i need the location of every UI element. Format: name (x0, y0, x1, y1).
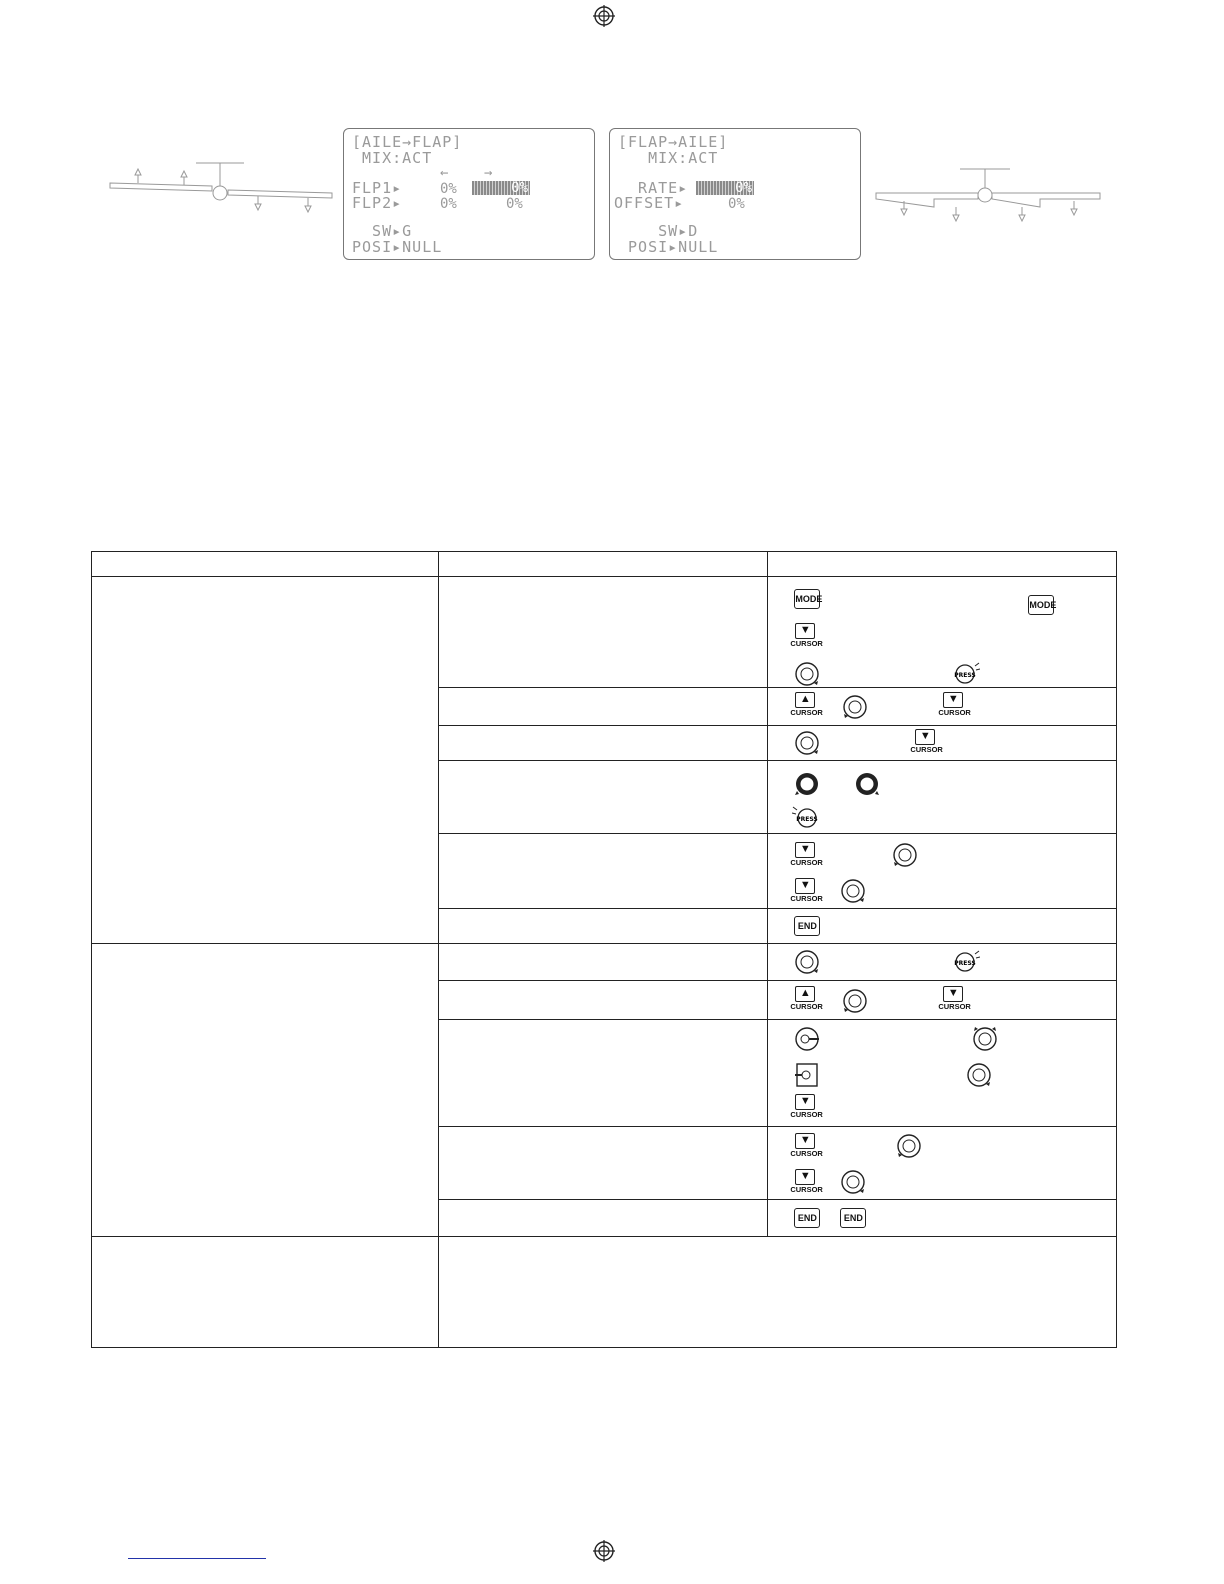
lcd-offset-value: 0% (728, 196, 745, 212)
programming-steps-table (91, 551, 1117, 1348)
end-button[interactable]: END (794, 1208, 820, 1228)
rotary-dial-icon[interactable] (896, 1133, 922, 1159)
step-cell (438, 761, 768, 834)
step-cell (438, 909, 768, 944)
lcd-title: [AILE→FLAP] (352, 133, 463, 151)
goal-cell-aile-flap (92, 577, 439, 944)
svg-text:PRESS: PRESS (796, 816, 819, 823)
cursor-down-button[interactable] (790, 842, 823, 872)
cursor-down-icon: ▼ (795, 842, 815, 858)
rotary-dial-icon[interactable] (794, 949, 820, 975)
step-cell (438, 1020, 768, 1127)
lcd-flp1-left-value: 0% (440, 181, 457, 197)
step-cell (438, 1127, 768, 1200)
cursor-down-icon: ▼ (915, 729, 935, 745)
cursor-label: CURSOR (790, 858, 823, 867)
press-button-icon[interactable] (792, 805, 822, 831)
cursor-up-icon: ▲ (795, 692, 815, 708)
cursor-down-button[interactable] (790, 623, 823, 653)
cursor-label: CURSOR (790, 894, 823, 903)
lcd-flp2-right-value: 0% (506, 196, 523, 212)
button-cell (768, 1020, 1117, 1127)
lcd-arrow-right: → (484, 165, 493, 181)
note-cell (438, 1237, 1116, 1348)
flap-aile-lcd-screen (609, 128, 861, 260)
step-cell (438, 1200, 768, 1237)
end-button[interactable]: END (794, 916, 820, 936)
button-cell (768, 944, 1117, 981)
cursor-down-button[interactable] (790, 1133, 823, 1163)
lcd-title: [FLAP→AILE] (618, 133, 729, 151)
aileron-flap-wing-diagram (108, 155, 336, 215)
button-cell (768, 688, 1117, 726)
registration-mark-icon (593, 5, 615, 27)
cursor-label: CURSOR (790, 639, 823, 648)
lcd-flp1-right-value[interactable]: 0% (472, 181, 530, 195)
lcd-flp2-left-value: 0% (440, 196, 457, 212)
svg-text:PRESS: PRESS (954, 672, 977, 679)
rotary-dial-icon[interactable] (840, 878, 866, 904)
rotary-dial-icon[interactable] (972, 1026, 998, 1052)
table-row (92, 577, 1117, 688)
cursor-down-button[interactable] (790, 1169, 823, 1199)
press-button-icon[interactable] (950, 661, 980, 687)
cursor-down-icon: ▼ (795, 1094, 815, 1110)
knob-icon[interactable] (794, 771, 820, 797)
step-cell (438, 981, 768, 1020)
footer-link-underline[interactable] (128, 1558, 266, 1559)
rotary-dial-icon[interactable] (892, 842, 918, 868)
lcd-mix-status: MIX:ACT (352, 149, 433, 167)
cursor-label: CURSOR (938, 1002, 971, 1011)
mode-button[interactable]: MODE (1028, 595, 1054, 615)
table-header-row (92, 552, 1117, 577)
table-row (92, 944, 1117, 981)
cursor-label: CURSOR (938, 708, 971, 717)
lcd-switch: SW▸D (618, 222, 699, 240)
step-cell (438, 688, 768, 726)
svg-text:PRESS: PRESS (954, 960, 977, 967)
button-cell (768, 1200, 1117, 1237)
lcd-rate-value[interactable]: 0% (696, 181, 754, 195)
header-cell-buttons (768, 552, 1117, 577)
button-cell (768, 726, 1117, 761)
step-cell (438, 577, 768, 688)
cursor-label: CURSOR (790, 1149, 823, 1158)
table-row (92, 1237, 1117, 1348)
rotary-dial-icon[interactable] (966, 1062, 992, 1088)
button-cell (768, 834, 1117, 909)
lcd-flp2-label: FLP2▸ (352, 194, 403, 212)
cursor-label: CURSOR (790, 708, 823, 717)
rotary-dial-icon[interactable] (842, 694, 868, 720)
stick-left-icon[interactable] (794, 1062, 820, 1088)
cursor-down-button[interactable] (790, 878, 823, 908)
cursor-down-button[interactable] (790, 1094, 823, 1124)
step-cell (438, 834, 768, 909)
rotary-dial-icon[interactable] (840, 1169, 866, 1195)
cursor-down-button[interactable] (938, 986, 971, 1016)
cursor-down-icon: ▼ (795, 1133, 815, 1149)
cursor-down-icon: ▼ (795, 623, 815, 639)
knob-icon[interactable] (854, 771, 880, 797)
header-cell-goal (92, 552, 439, 577)
rotary-dial-icon[interactable] (794, 661, 820, 687)
registration-mark-icon (593, 1540, 615, 1562)
cursor-label: CURSOR (910, 745, 943, 754)
aile-flap-lcd-screen (343, 128, 595, 260)
step-cell (438, 726, 768, 761)
rotary-dial-icon[interactable] (842, 988, 868, 1014)
header-cell-step (438, 552, 768, 577)
rotary-dial-icon[interactable] (794, 730, 820, 756)
cursor-up-button[interactable] (790, 692, 823, 722)
cursor-label: CURSOR (790, 1185, 823, 1194)
cursor-label: CURSOR (790, 1110, 823, 1119)
mode-button[interactable]: MODE (794, 589, 820, 609)
button-cell (768, 981, 1117, 1020)
press-button-icon[interactable] (950, 949, 980, 975)
cursor-up-button[interactable] (790, 986, 823, 1016)
lcd-offset-label: OFFSET▸ (614, 194, 685, 212)
button-cell (768, 761, 1117, 834)
button-cell (768, 909, 1117, 944)
lcd-arrow-left: ← (440, 165, 449, 181)
cursor-label: CURSOR (790, 1002, 823, 1011)
cursor-down-icon: ▼ (943, 692, 963, 708)
cursor-down-icon: ▼ (795, 878, 815, 894)
lcd-flp1-label: FLP1▸ (352, 179, 403, 197)
lcd-switch: SW▸G (352, 222, 413, 240)
cursor-down-icon: ▼ (795, 1169, 815, 1185)
stick-right-icon[interactable] (794, 1026, 820, 1052)
lcd-rate-label: RATE▸ (618, 179, 689, 197)
goal-cell-flap-aile (92, 944, 439, 1237)
cursor-down-button[interactable] (938, 692, 971, 722)
lcd-mix-status: MIX:ACT (618, 149, 719, 167)
cursor-up-icon: ▲ (795, 986, 815, 1002)
button-cell (768, 577, 1117, 688)
lcd-position: POSI▸NULL (352, 238, 443, 256)
button-cell (768, 1127, 1117, 1200)
goal-cell-final (92, 1237, 439, 1348)
lcd-position: POSI▸NULL (618, 238, 719, 256)
step-cell (438, 944, 768, 981)
flap-aileron-wing-diagram (874, 163, 1104, 229)
cursor-down-icon: ▼ (943, 986, 963, 1002)
end-button[interactable]: END (840, 1208, 866, 1228)
cursor-down-button[interactable] (910, 729, 943, 759)
